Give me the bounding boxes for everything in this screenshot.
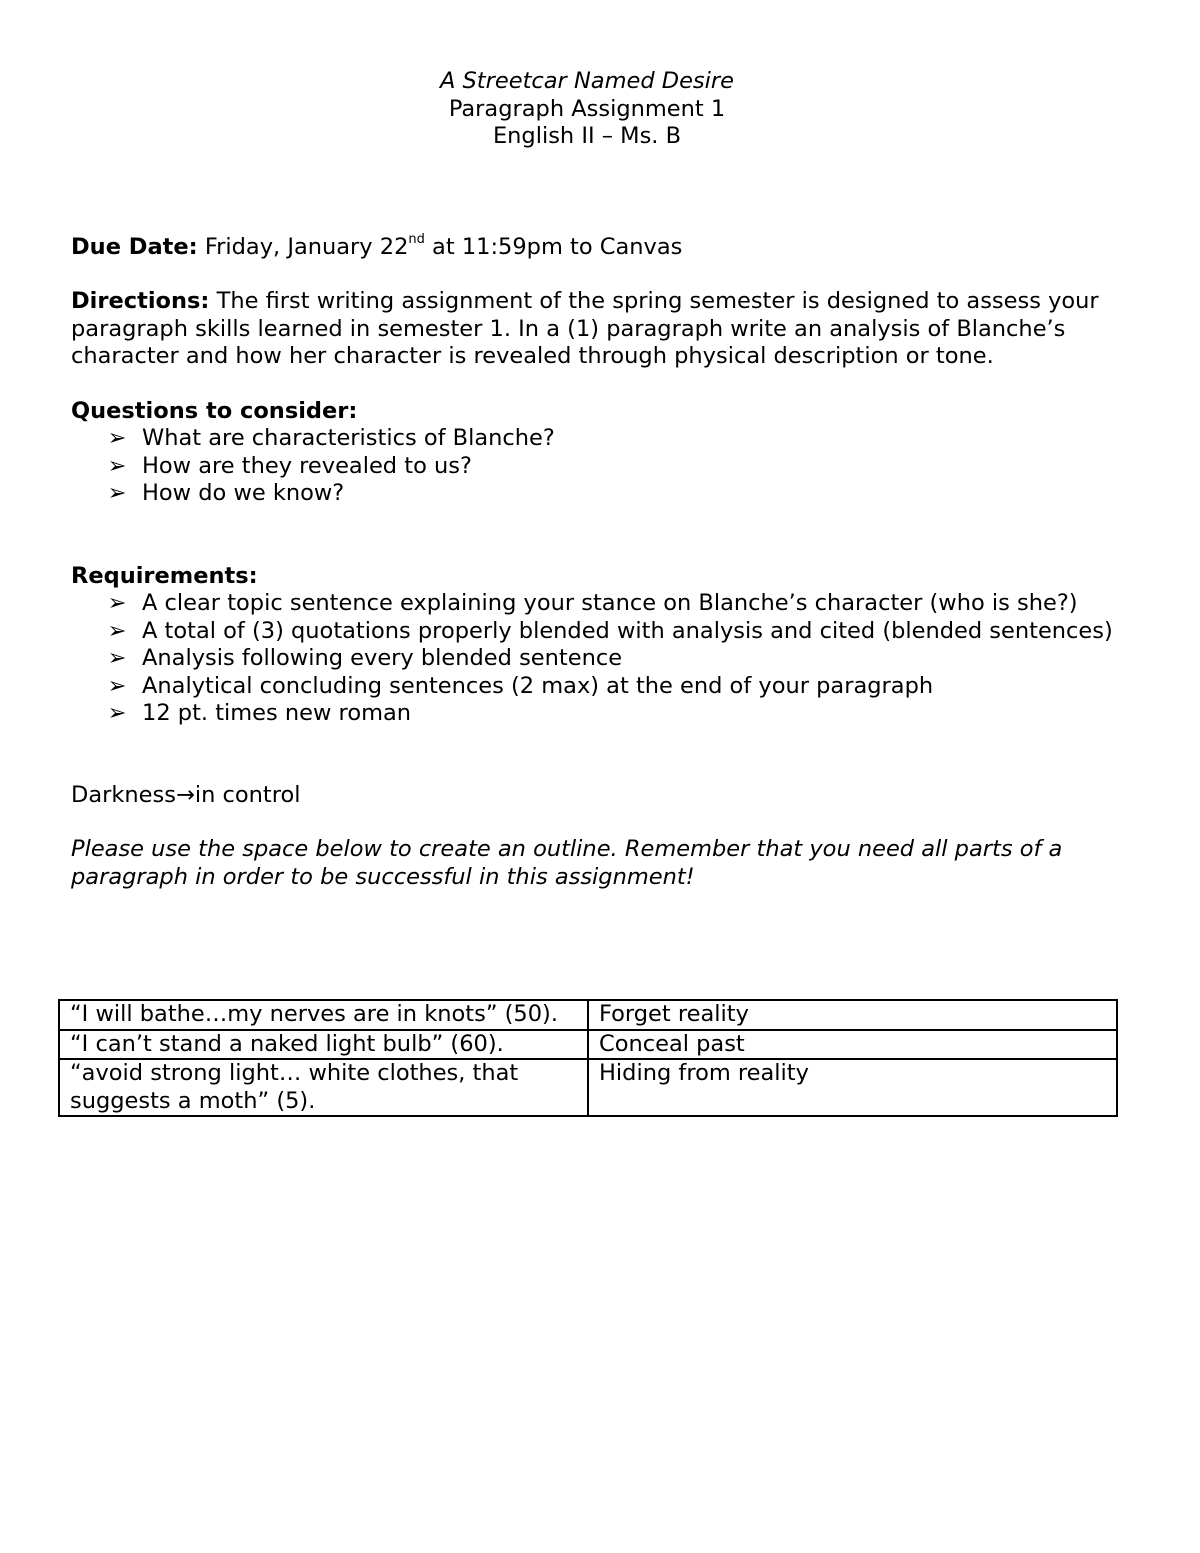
due-date-text: Friday, January 22 [197,233,409,260]
directions-text: The first writing assignment of the spring semester is designed to assess your paragraph skills learned in semester 1. In a (1) paragraph write an analysis of Blanche’s character and how her character is revealed through physical description or tone. [71,288,1099,369]
document-title: A Streetcar Named Desire [439,68,735,94]
darkness-word: Darkness [71,781,176,808]
due-date-label: Due Date: [71,233,198,260]
idea-cell: Forget reality [588,1000,1117,1030]
quote-cell: “avoid strong light… white clothes, that suggests a moth” (5). [59,1059,588,1116]
assignment-subtitle: Paragraph Assignment 1 [448,95,726,122]
list-item [71,425,1131,453]
darkness-result: in control [194,781,301,808]
questions-list [71,425,1131,508]
quote-cell: “I will bathe…my nerves are in knots” (50). [59,1000,588,1030]
arrow-bullet-icon: ➢ [107,425,127,451]
arrow-bullet-icon: ➢ [107,452,127,479]
requirements-list [71,590,1131,728]
list-item [71,480,1131,508]
document-page [71,68,1131,891]
list-item [71,453,1131,481]
list-item [71,700,1131,728]
question-text: How are they revealed to us? [142,452,472,479]
questions-section [71,398,1131,508]
list-item [71,590,1131,618]
arrow-bullet-icon: ➢ [107,480,127,506]
course-name: English II – Ms. B [492,123,682,149]
due-date-text-end: at 11:59pm to Canvas [424,233,683,260]
quote-cell: “I can’t stand a naked light bulb” (60). [59,1030,588,1060]
list-item [71,645,1131,673]
outline-instructions: Please use the space below to create an outline. Remember that you need all parts of a paragraph in order to be successful in this assignment! [71,836,1063,890]
arrow-bullet-icon: ➢ [107,672,127,699]
requirements-section [71,563,1131,728]
document-header [57,68,1117,151]
requirement-text: A clear topic sentence explaining your stance on Blanche’s character (who is she?) [142,590,1078,616]
list-item [71,673,1131,701]
table-row [59,1000,1117,1030]
requirement-text: Analysis following every blended sentence [142,645,623,671]
arrow-bullet-icon: ➢ [107,700,127,726]
requirement-text: 12 pt. times new roman [142,700,412,726]
arrow-bullet-icon: ➢ [107,645,127,671]
requirement-text: A total of (3) quotations properly blended with analysis and cited (blended sentences) [142,617,1113,644]
requirements-heading: Requirements: [71,562,258,589]
table-row [59,1059,1117,1116]
due-date-superscript: nd [408,232,425,247]
question-text: What are characteristics of Blanche? [142,425,555,451]
idea-cell: Conceal past [588,1030,1117,1060]
idea-cell: Hiding from reality [588,1059,1117,1116]
due-date-line [71,234,1131,262]
arrow-bullet-icon: ➢ [107,617,127,644]
questions-heading: Questions to consider: [71,397,358,424]
question-text: How do we know? [142,480,345,506]
arrow-right-icon: → [175,781,195,808]
arrow-bullet-icon: ➢ [107,590,127,616]
outline-table [58,999,1118,1117]
directions-label: Directions: [71,288,210,314]
requirement-text: Analytical concluding sentences (2 max) at the end of your paragraph [142,672,934,699]
directions-paragraph [71,288,1131,371]
table-row [59,1030,1117,1060]
darkness-note [71,782,1131,810]
list-item [71,618,1131,646]
